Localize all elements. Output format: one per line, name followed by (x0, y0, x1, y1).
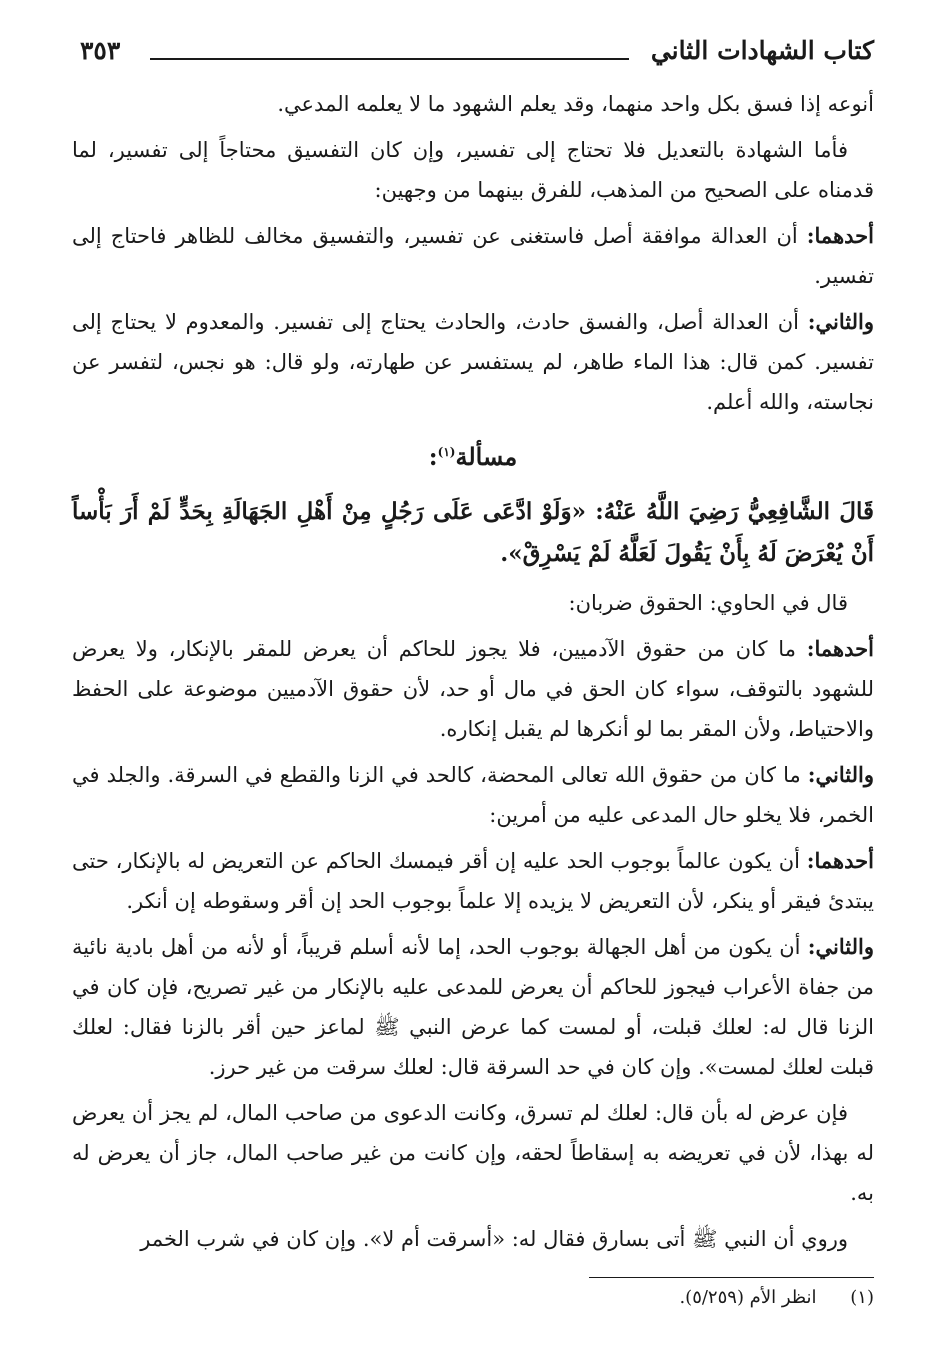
main-text (72, 84, 874, 1265)
paragraph-lead: أحدهما: (806, 223, 874, 248)
footnote-rule (589, 1277, 874, 1278)
paragraph: والثاني: ما كان من حقوق الله تعالى المحضة، كالحد في الزنا والقطع في السرقة. والجلد في الخمر، فلا يخلو حال المدعى عليه من أمرين: (72, 762, 874, 827)
paragraph: فأما الشهادة بالتعديل فلا تحتاج إلى تفسير، وإن كان التفسيق محتاجاً إلى تفسير، لما قدمناه على الصحيح من المذهب، للفرق بينهما من وجهين: (72, 138, 874, 202)
paragraph-lead: والثاني: (807, 309, 874, 334)
footnote (72, 1287, 874, 1308)
paragraph-lead: أحدهما: (806, 636, 874, 661)
paragraph-lead: والثاني: (807, 934, 874, 959)
paragraph: أحدهما: أن يكون عالماً بوجوب الحد عليه إن أقر فيمسك الحاكم عن التعريض له بالإنكار، حتى يبتدئ فيقر أو ينكر، لأن التعريض لا يزيده إلا علماً بوجوب الحد إن أقر وسقوطه إن أنكر. (72, 848, 874, 913)
book-title: كتاب الشهادات الثاني (650, 36, 874, 65)
paragraph-lead: أحدهما: (806, 848, 874, 873)
footnote-ref: (١) (437, 445, 456, 459)
paragraph: والثاني: أن العدالة أصل، والفسق حادث، والحادث يحتاج إلى تفسير. والمعدوم لا يحتاج إلى تفسير. كمن قال: هذا الماء طاهر، لم يستفسر عن طهارته، ولو قال: هو نجس، لتفسر عن نجاسته، والله أعلم. (72, 309, 874, 414)
paragraph: وروي أن النبي ﷺ أتى بسارق فقال له: «أسرقت أم لا». وإن كان في شرب الخمر (140, 1227, 848, 1251)
paragraph: فإن عرض له بأن قال: لعلك لم تسرق، وكانت الدعوى من صاحب المال، لم يجز أن يعرض له بهذا، لأن في تعريضه به إسقاطاً لحقه، وإن كانت من غير صاحب المال، جاز أن يعرض له به. (72, 1101, 874, 1205)
footnote-number: (١) (850, 1287, 874, 1308)
section-heading: مسألة$^{(١)}$: (428, 442, 518, 471)
header-rule (150, 58, 629, 60)
page-header (72, 36, 874, 76)
document-page (72, 0, 874, 1370)
footnote-text: انظر الأم (٥/٢٥٩). (679, 1287, 817, 1308)
paragraph: أنوعه إذا فسق بكل واحد منهما، وقد يعلم الشهود ما لا يعلمه المدعي. (277, 92, 874, 116)
paragraph: أحدهما: ما كان من حقوق الآدميين، فلا يجوز للحاكم أن يعرض للمقر بالإنكار، ولا يعرض للشهود بالتوقف، سواء كان الحق في مال أو حد، لأن حقوق الآدميين موضوعة على الحفظ والاحتياط، ولأن المقر بما لو أنكرها لم يقبل إنكاره. (72, 636, 874, 741)
paragraph: والثاني: أن يكون من أهل الجهالة بوجوب الحد، إما لأنه أسلم قريباً، أو لأنه من أهل بادية نائية من جفاة الأعراب فيجوز للحاكم أن يعرض للمدعى عليه بالإنكار من غير تصريح، فإن كان في الزنا قال له: لعلك قبلت، أو لمست كما عرض النبي ﷺ لماعز حين أقر بالزنا فقال: لعلك قبلت لعلك لمست». وإن كان في حد السرقة قال: لعلك سرقت من غير حرز. (72, 934, 874, 1079)
paragraph: قال في الحاوي: الحقوق ضربان: (568, 591, 848, 615)
page-number: ٣٥٣ (80, 36, 121, 65)
quoted-text: قَالَ الشَّافِعِيُّ رَضِيَ اللَّهُ عَنْهُ: «وَلَوْ ادَّعَى عَلَى رَجُلٍ مِنْ أَهْلِ الجَهَالَةِ بِحَدٍّ لَمْ أَرَ بَأْساً أَنْ يُعْرَضَ لَهُ بِأَنْ يَقُولَ لَعَلَّهُ لَمْ يَسْرِقْ». (72, 498, 874, 567)
paragraph: أحدهما: أن العدالة موافقة أصل فاستغنى عن تفسير، والتفسيق مخالف للظاهر فاحتاج إلى تفسير. (72, 223, 874, 288)
paragraph-lead: والثاني: (807, 762, 874, 787)
